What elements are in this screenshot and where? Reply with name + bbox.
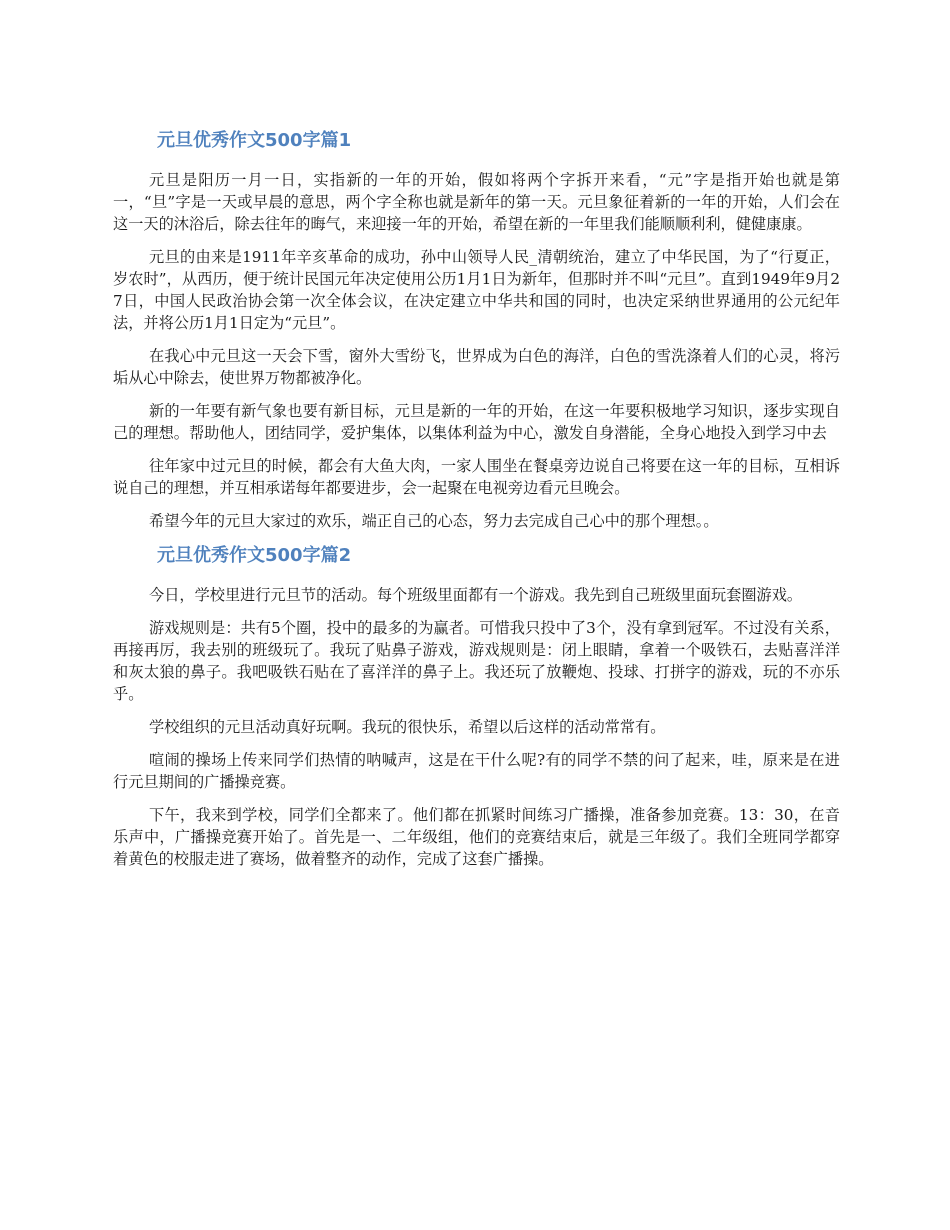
paragraph: 喧闹的操场上传来同学们热情的呐喊声，这是在干什么呢?有的同学不禁的问了起来，哇，原来是在进行元旦期间的广播操竞赛。 <box>113 751 840 791</box>
paragraph: 游戏规则是：共有5个圈，投中的最多的为赢者。可惜我只投中了3个，没有拿到冠军。不过没有关系，再接再厉，我去别的班级玩了。我玩了贴鼻子游戏，游戏规则是：闭上眼睛，拿着一个吸铁石，去贴喜洋洋和灰太狼的鼻子。我吧吸铁石贴在了喜洋洋的鼻子上。我还玩了放鞭炮、投球、打拼字的游戏，玩的不亦乐乎。 <box>113 619 840 703</box>
paragraph: 元旦是阳历一月一日，实指新的一年的开始，假如将两个字拆开来看，“元”字是指开始也就是第一，“旦”字是一天或早晨的意思，两个字全称也就是新年的第一天。元旦象征着新的一年的开始，人们会在这一天的沐浴后，除去往年的晦气，来迎接一年的开始，希望在新的一年里我们能顺顺利利，健健康康。 <box>113 171 840 233</box>
document-body <box>113 127 840 870</box>
paragraph: 往年家中过元旦的时候，都会有大鱼大肉，一家人围坐在餐桌旁边说自己将要在这一年的目标，互相诉说自己的理想，并互相承诺每年都要进步，会一起聚在电视旁边看元旦晚会。 <box>113 457 840 497</box>
paragraph: 新的一年要有新气象也要有新目标，元旦是新的一年的开始，在这一年要积极地学习知识，逐步实现自己的理想。帮助他人，团结同学，爱护集体，以集体利益为中心，激发自身潜能，全身心地投入到学习中去 <box>113 402 840 442</box>
paragraph: 下午，我来到学校，同学们全都来了。他们都在抓紧时间练习广播操，准备参加竞赛。13：30，在音乐声中，广播操竞赛开始了。首先是一、二年级组，他们的竞赛结束后，就是三年级了。我们全班同学都穿着黄色的校服走进了赛场，做着整齐的动作，完成了这套广播操。 <box>113 806 840 868</box>
paragraph: 今日，学校里进行元旦节的活动。每个班级里面都有一个游戏。我先到自己班级里面玩套圈游戏。 <box>149 586 803 604</box>
paragraph: 在我心中元旦这一天会下雪，窗外大雪纷飞，世界成为白色的海洋，白色的雪洗涤着人们的心灵，将污垢从心中除去，使世界万物都被净化。 <box>113 347 840 387</box>
essay-section-2 <box>113 542 840 870</box>
paragraph: 希望今年的元旦大家过的欢乐，端正自己的心态，努力去完成自己心中的那个理想。。 <box>149 512 719 530</box>
paragraph: 元旦的由来是1911年辛亥革命的成功，孙中山领导人民_清朝统治，建立了中华民国，为了“行夏正，岁农时”，从西历，便于统计民国元年决定使用公历1月1日为新年，但那时并不叫“元旦”。直到1949年9月27日，中国人民政治协会第一次全体会议，在决定建立中华共和国的同时，也决定采纳世界通用的公元纪年法，并将公历1月1日定为“元旦”。 <box>113 248 840 332</box>
section-heading: 元旦优秀作文500字篇1 <box>157 130 352 151</box>
essay-section-1 <box>113 127 840 532</box>
section-heading: 元旦优秀作文500字篇2 <box>157 545 352 566</box>
paragraph: 学校组织的元旦活动真好玩啊。我玩的很快乐，希望以后这样的活动常常有。 <box>149 718 666 736</box>
